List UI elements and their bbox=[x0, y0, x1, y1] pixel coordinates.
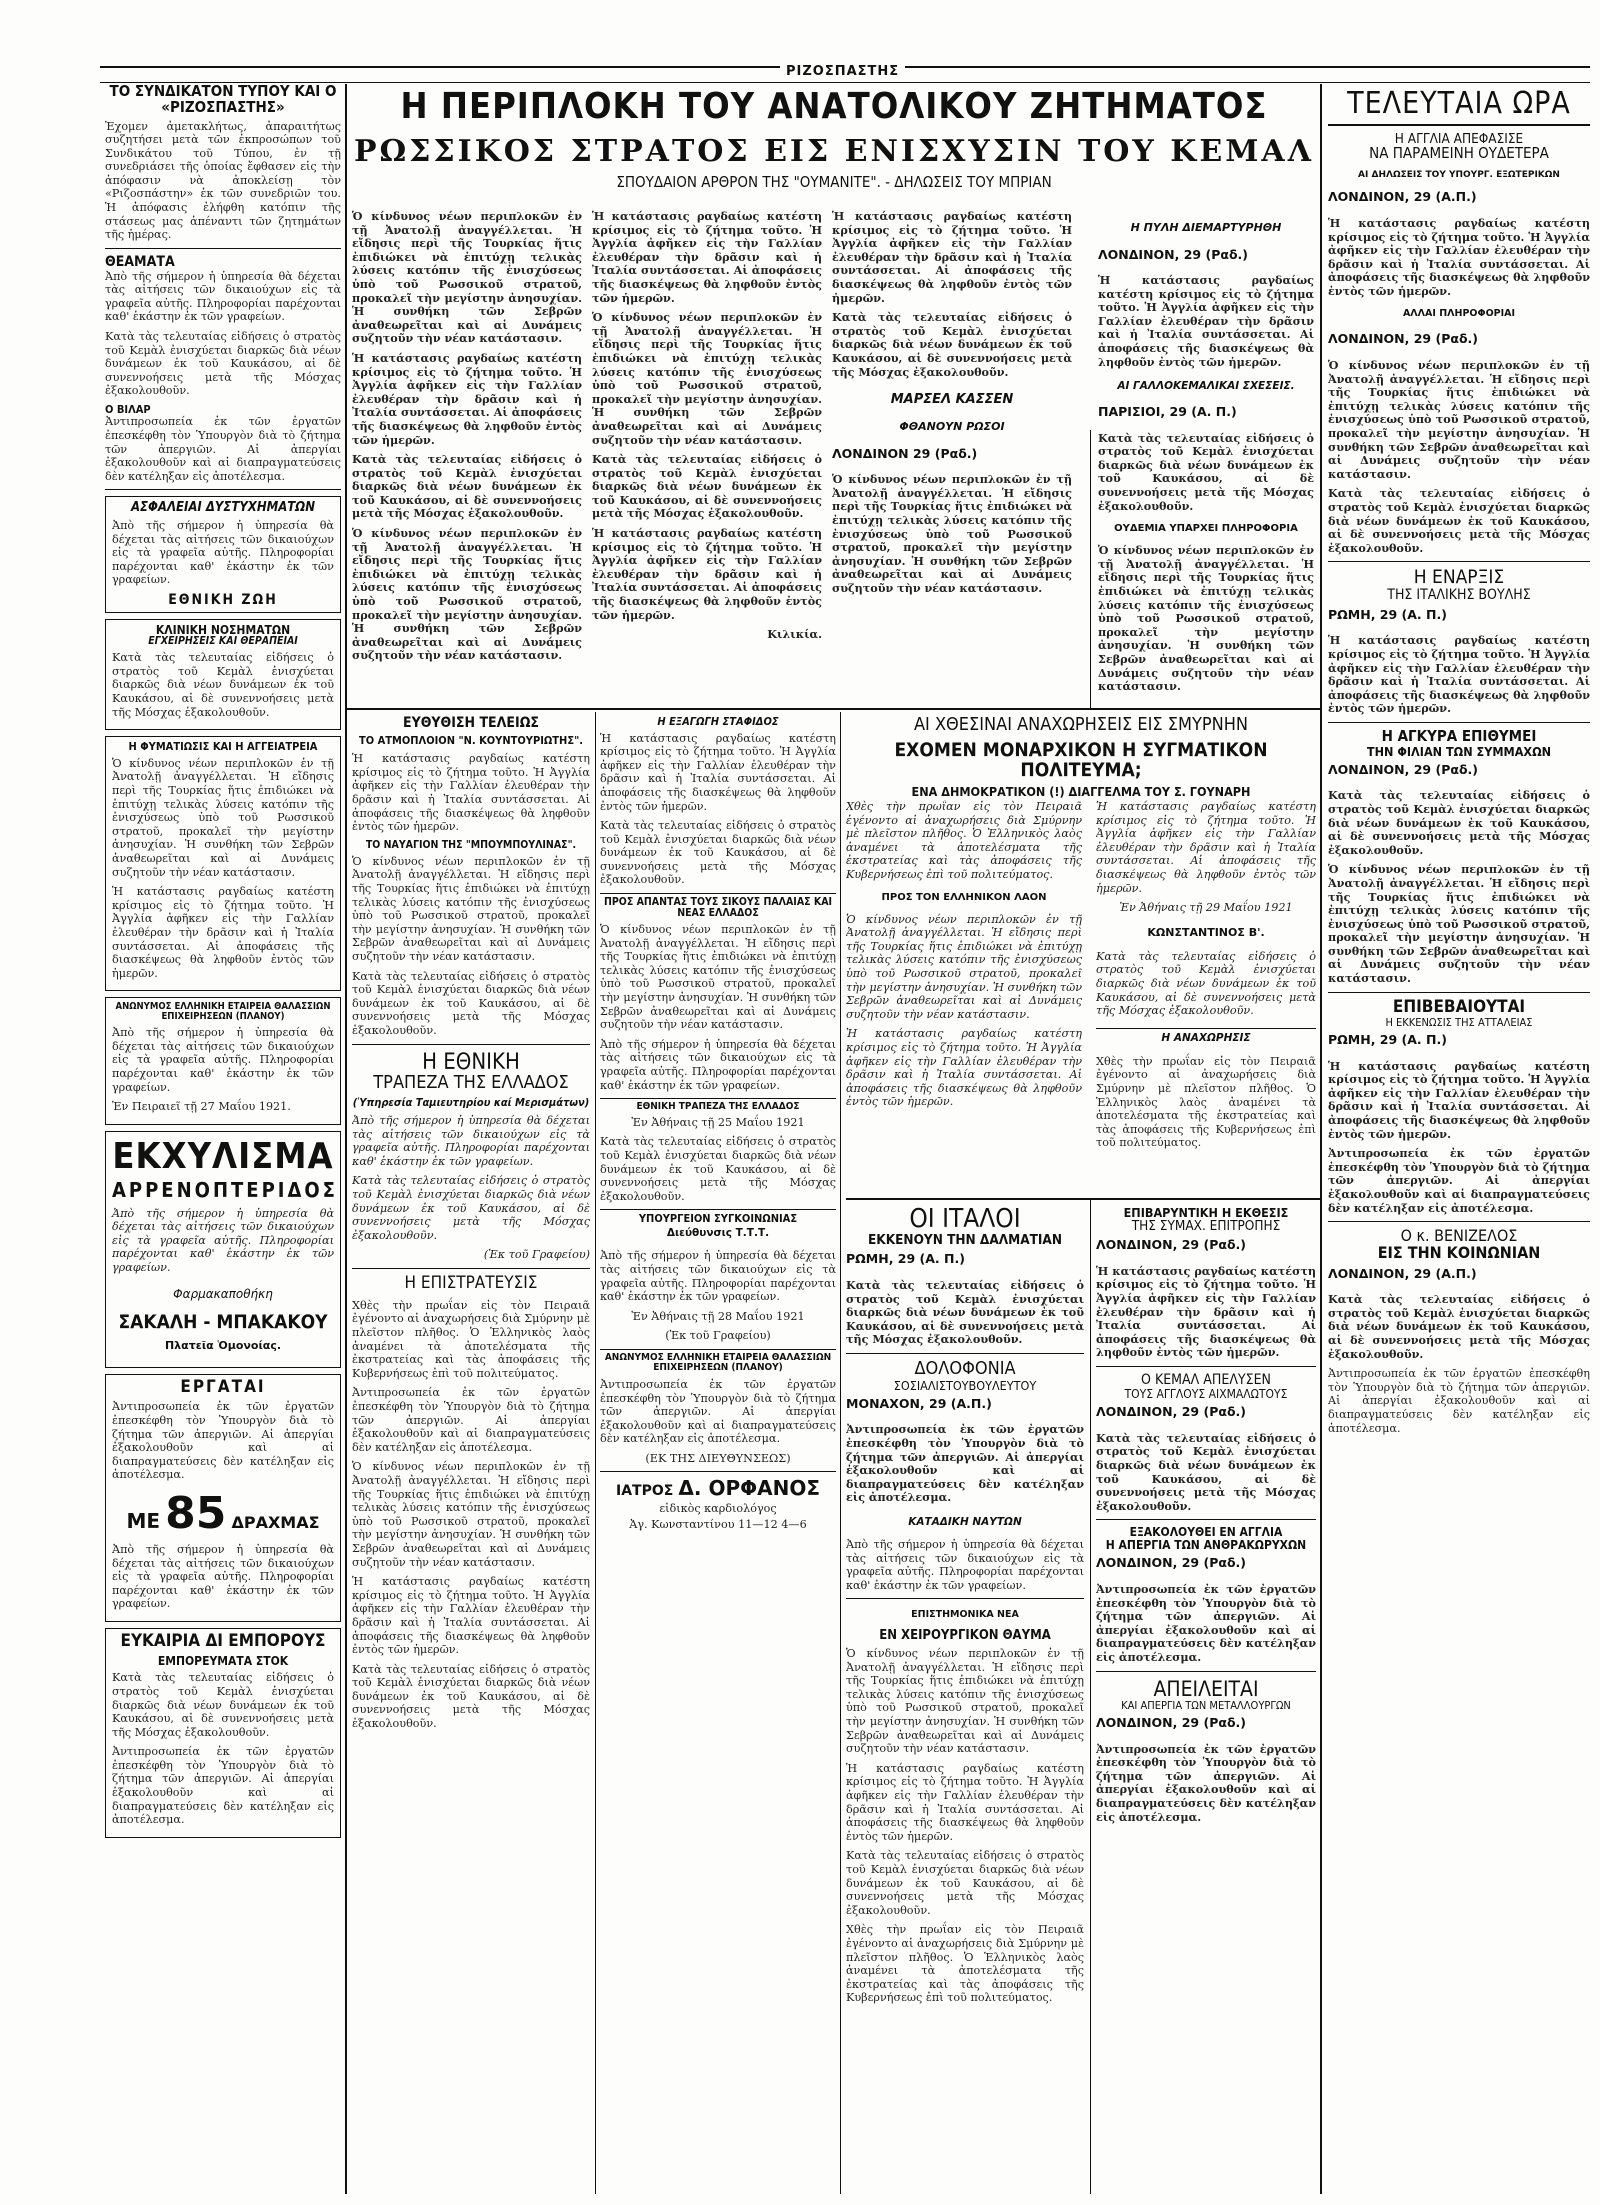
divider bbox=[1328, 1221, 1590, 1222]
article-text: Χθὲς τὴν πρωΐαν εἰς τὸν Πειραιᾶ ἐγένοντο αἱ ἀναχωρήσεις διὰ Σμύρνην μὲ πλεῖστον πλῆθος. Ὁ Ἑλληνικὸς λαὸς ἀναμένει τὰ ἀποτελέσματα τῆς ἐκστρατείας καὶ τὰς ἀποφάσεις τῆς Κυβερνήσεως ἐπὶ τοῦ πολιτεύματος. bbox=[352, 1298, 590, 1380]
article-text: Ἀπὸ τῆς σήμερον ἡ ὑπηρεσία θὰ δέχεται τὰς αἰτήσεις τῶν δικαιούχων εἰς τὰ γραφεῖα αὐτῆς. Πληροφορίαι παρέχονται καθ' ἑκάστην ἐκ τῶν γραφείων. bbox=[112, 1026, 334, 1094]
article-text: Ἀντιπροσωπεία ἐκ τῶν ἐργατῶν ἐπεσκέφθη τὸν Ὑπουργὸν διὰ τὸ ζήτημα τῶν ἀπεργιῶν. Αἱ ἀπεργίαι ἐξακολουθοῦν καὶ αἱ διαπραγματεύσεις δὲν κατέληξαν εἰς ἀποτέλεσμα. bbox=[112, 1745, 334, 1827]
article-text: Ἡ κατάστασις ραγδαίως κατέστη κρίσιμος εἰς τὸ ζήτημα τοῦτο. Ἡ Ἀγγλία ἀφῆκεν εἰς τὴν Γαλλίαν ἐλευθέραν τὴν δρᾶσιν καὶ ἡ Ἰταλία συντάσσεται. Αἱ ἀποφάσεις τῆς διασκέψεως θὰ ληφθοῦν ἐντὸς τῶν ἡμερῶν. bbox=[846, 1027, 1082, 1109]
article-text: Κατὰ τὰς τελευταίας εἰδήσεις ὁ στρατὸς τοῦ Κεμὰλ ἐνισχύεται διαρκῶς διὰ νέων δυνάμεων ἐκ τοῦ Καυκάσου, αἱ δὲ συνεννοήσεις μετὰ τῆς Μόσχας ἐξακολουθοῦν. bbox=[832, 310, 1072, 379]
article-text: Κατὰ τὰς τελευταίας εἰδήσεις ὁ στρατὸς τοῦ Κεμὰλ ἐνισχύεται διαρκῶς διὰ νέων δυνάμεων ἐκ τοῦ Καυκάσου, αἱ δὲ συνεννοήσεις μετὰ τῆς Μόσχας ἐξακολουθοῦν. bbox=[846, 1849, 1084, 1917]
article-text: Ἡ κατάστασις ραγδαίως κατέστη κρίσιμος εἰς τὸ ζήτημα τοῦτο. Ἡ Ἀγγλία ἀφῆκεν εἰς τὴν Γαλλίαν ἐλευθέραν τὴν δρᾶσιν καὶ ἡ Ἰταλία συντάσσεται. Αἱ ἀποφάσεις τῆς διασκέψεως θὰ ληφθοῦν ἐντὸς τῶν ἡμερῶν. bbox=[846, 1761, 1084, 1843]
england-title-1: Η ΑΓΓΛΙΑ ΑΠΕΦΑΣΙΣΕ bbox=[1394, 130, 1524, 147]
national-bank-title-2: ΤΡΑΠΕΖΑ ΤΗΣ ΕΛΛΑΔΟΣ bbox=[373, 1071, 569, 1093]
article-text: Ἡ κατάστασις ραγδαίως κατέστη κρίσιμος εἰς τὸ ζήτημα τοῦτο. Ἡ Ἀγγλία ἀφῆκεν εἰς τὴν Γαλλίαν ἐλευθέραν τὴν δρᾶσιν καὶ ἡ Ἰταλία συντάσσεται. Αἱ ἀποφάσεις τῆς διασκέψεως θὰ ληφθοῦν ἐντὸς τῶν ἡμερῶν. bbox=[352, 350, 582, 447]
murder-title-1: ΔΟΛΟΦΟΝΙΑ bbox=[914, 1357, 1016, 1379]
divider bbox=[352, 1268, 590, 1269]
kemal-released-1: Ο ΚΕΜΑΛ ΑΠΕΛΥΣΕΝ bbox=[1141, 1371, 1271, 1388]
dateline: ΡΩΜΗ, 29 (Α. Π.) bbox=[1328, 606, 1447, 622]
sunk-subtitle: ΤΟ ΑΤΜΟΠΛΟΙΟΝ "Ν. ΚΟΥΝΤΟΥΡΙΩΤΗΣ". bbox=[359, 733, 583, 747]
article-text: Ἀντιπροσωπεία ἐκ τῶν ἐργατῶν ἐπεσκέφθη τὸν Ὑπουργὸν διὰ τὸ ζήτημα τῶν ἀπεργιῶν. Αἱ ἀπεργίαι ἐξακολουθοῦν καὶ αἱ διαπραγματεύσεις δὲν κατέληξαν εἰς ἀποτέλεσμα. bbox=[1328, 1367, 1590, 1435]
insurance-title: ΑΣΦΑΛΕΙΑΙ ΔΥΣΤΥΧΗΜΑΤΩΝ bbox=[130, 500, 316, 516]
to-all-title: ΠΡΟΣ ΑΠΑΝΤΑΣ ΤΟΥΣ ΣΙΚΟΥΣ ΠΑΛΑΙΑΣ ΚΑΙ ΝΕΑΣ ΕΛΛΑΔΟΣ bbox=[600, 893, 836, 919]
right-column bbox=[1328, 88, 1590, 2194]
price-number: 85 bbox=[165, 1487, 227, 1539]
dateline: ΛΟΝΔΙΝΟΝ, 29 (Ραδ.) bbox=[1328, 331, 1478, 347]
article-text: Ἀντιπροσωπεία ἐκ τῶν ἐργατῶν ἐπεσκέφθη τὸν Ὑπουργὸν διὰ τὸ ζήτημα τῶν ἀπεργιῶν. Αἱ ἀπεργίαι ἐξακολουθοῦν καὶ αἱ διαπραγματεύσεις δὲν κατέληξαν εἰς ἀποτέλεσμα. bbox=[105, 415, 341, 483]
ministry-date: Ἐν Ἀθήναις τῇ 28 Μαΐου 1921 bbox=[631, 1309, 805, 1323]
arrenopteris-title: ΑΡΡΕΝΟΠΤΕΡΙΔΟΣ bbox=[112, 1177, 338, 1202]
main-article-col1 bbox=[352, 210, 582, 704]
article-text: Ἀντιπροσωπεία ἐκ τῶν ἐργατῶν ἐπεσκέφθη τὸν Ὑπουργὸν διὰ τὸ ζήτημα τῶν ἀπεργιῶν. Αἱ ἀπεργίαι ἐξακολουθοῦν καὶ αἱ διαπραγματεύσεις δὲν κατέληξαν εἰς ἀποτέλεσμα. bbox=[1328, 1146, 1590, 1215]
ankara-title-2: ΤΗΝ ΦΙΛΙΑΝ ΤΩΝ ΣΥΜΜΑΧΩΝ bbox=[1366, 743, 1552, 759]
article-text: Κατὰ τὰς τελευταίας εἰδήσεις ὁ στρατὸς τοῦ Κεμὰλ ἐνισχύεται διαρκῶς διὰ νέων δυνάμεων ἐκ τοῦ Καυκάσου, αἱ δὲ συνεννοήσεις μετὰ τῆς Μόσχας ἐξακολουθοῦν. bbox=[1096, 1430, 1316, 1513]
extract-ad bbox=[105, 1131, 341, 1368]
dateline: ΛΟΝΔΙΝΟΝ, 29 (Ραδ.) bbox=[1096, 1555, 1246, 1571]
dateline: ΠΑΡΙΣΙΟΙ, 29 (Α. Π.) bbox=[1098, 404, 1237, 420]
dateline: ΡΩΜΗ, 29 (Α. Π.) bbox=[1328, 1032, 1447, 1048]
kemal-released-2: ΤΟΥΣ ΑΓΓΛΟΥΣ ΑΙΧΜΑΛΩΤΟΥΣ bbox=[1124, 1386, 1288, 1401]
insurance-ad bbox=[105, 496, 341, 612]
article-text: Κατὰ τὰς τελευταίας εἰδήσεις ὁ στρατὸς τοῦ Κεμὰλ ἐνισχύεται διαρκῶς διὰ νέων δυνάμεων ἐκ τοῦ Καυκάσου, αἱ δὲ συνεννοήσεις μετὰ τῆς Μόσχας ἐξακολουθοῦν. bbox=[1096, 949, 1316, 1018]
company-2-title: ΑΝΩΝΥΜΟΣ ΕΛΛΗΝΙΚΗ ΕΤΑΙΡΕΙΑ ΘΑΛΑΣΣΙΩΝ ΕΠΙΧΕΙΡΗΣΕΩΝ (ΠΛΑΝΟΥ) bbox=[600, 1349, 836, 1374]
national-bank-2-title: ΕΘΝΙΚΗ ΤΡΑΠΕΖΑ ΤΗΣ ΕΛΛΑΔΟΣ bbox=[600, 1098, 836, 1113]
clinic-ad bbox=[105, 619, 341, 731]
dateline: ΛΟΝΔΙΝΟΝ, 29 (Ραδ.) bbox=[1098, 246, 1248, 262]
doctor-label: ΙΑΤΡΟΣ bbox=[615, 1483, 674, 1500]
venizelos-title-1: Ο κ. ΒΕΝΙΖΕΛΟΣ bbox=[1400, 1226, 1518, 1246]
divider bbox=[352, 1044, 590, 1045]
divider bbox=[1328, 992, 1590, 993]
article-text: Ὁ κίνδυνος νέων περιπλοκῶν ἐν τῇ Ἀνατολῇ ἀναγγέλλεται. Ἡ εἴδησις περὶ τῆς Τουρκίας ἥτις ἐπιδιώκει νὰ ἐπιτύχῃ τελικὰς λύσεις κατόπιν τῆς ἐνισχύσεως ὑπὸ τοῦ Ρωσσικοῦ στρατοῦ, προκαλεῖ τὴν μεγίστην ἀνησυχίαν. Ἡ συνθήκη τῶν Σεβρῶν ἀναθεωρεῖται καὶ αἱ Δυνάμεις συζητοῦν τὴν νέαν κατάστασιν. bbox=[846, 912, 1082, 1021]
doctor-name: Δ. ΟΡΦΑΝΟΣ bbox=[678, 1476, 820, 1501]
tuberculosis-title: Η ΦΥΜΑΤΙΩΣΙΣ ΚΑΙ Η ΑΓΓΕΙΑΤΡΕΙΑ bbox=[128, 740, 318, 754]
main-headline: Η ΠΕΡΙΠΛΟΚΗ ΤΟΥ ΑΝΑΤΟΛΙΚΟΥ ΖΗΤΗΜΑΤΟΣ bbox=[400, 88, 1268, 127]
confirmed-title-1: ΕΠΙΒΕΒΑΙΟΥΤΑΙ bbox=[1392, 996, 1526, 1017]
lower-middle-column-c bbox=[846, 1206, 1084, 2194]
column-rule bbox=[1320, 84, 1322, 2194]
last-hour-title: ΤΕΛΕΥΤΑΙΑ ΩΡΑ bbox=[1328, 88, 1590, 126]
article-text: Κατὰ τὰς τελευταίας εἰδήσεις ὁ στρατὸς τοῦ Κεμὰλ ἐνισχύεται διαρκῶς διὰ νέων δυνάμεων ἐκ τοῦ Καυκάσου, αἱ δὲ συνεννοήσεις μετὰ τῆς Μόσχας ἐξακολουθοῦν. bbox=[1328, 1292, 1590, 1361]
article-text: Ἀντιπροσωπεία ἐκ τῶν ἐργατῶν ἐπεσκέφθη τὸν Ὑπουργὸν διὰ τὸ ζήτημα τῶν ἀπεργιῶν. Αἱ ἀπεργίαι ἐξακολουθοῦν καὶ αἱ διαπραγματεύσεις δὲν κατέληξαν εἰς ἀποτέλεσμα. bbox=[1096, 1581, 1316, 1664]
italians-title-1: ΟΙ ΙΤΑΛΟΙ bbox=[909, 1206, 1021, 1234]
report-title-1: ΕΠΙΒΑΡΥΝΤΙΚΗ Η ΕΚΘΕΣΙΣ bbox=[1123, 1206, 1289, 1220]
main-headline-block bbox=[352, 88, 1316, 203]
middle-column-b bbox=[600, 716, 836, 2194]
article-text: Ἀπὸ τῆς σήμερον ἡ ὑπηρεσία θὰ δέχεται τὰς αἰτήσεις τῶν δικαιούχων εἰς τὰ γραφεῖα αὐτῆς. Πληροφορίαι παρέχονται καθ' ἑκάστην ἐκ τῶν γραφείων. bbox=[105, 269, 341, 324]
article-text: Ἀπὸ τῆς σήμερον ἡ ὑπηρεσία θὰ δέχεται τὰς αἰτήσεις τῶν δικαιούχων εἰς τὰ γραφεῖα αὐτῆς. Πληροφορίαι παρέχονται καθ' ἑκάστην ἐκ τῶν γραφείων. bbox=[352, 1114, 590, 1168]
article-text: Ἀπὸ τῆς σήμερον ἡ ὑπηρεσία θὰ δέχεται τὰς αἰτήσεις τῶν δικαιούχων εἰς τὰ γραφεῖα αὐτῆς. Πληροφορίαι παρέχονται καθ' ἑκάστην ἐκ τῶν γραφείων. bbox=[600, 1249, 836, 1304]
column-rule bbox=[595, 712, 596, 2194]
article-text: Κατὰ τὰς τελευταίας εἰδήσεις ὁ στρατὸς τοῦ Κεμὰλ ἐνισχύεται διαρκῶς διὰ νέων δυνάμεων ἐκ τοῦ Καυκάσου, αἱ δὲ συνεννοήσεις μετὰ τῆς Μόσχας ἐξακολουθοῦν. bbox=[112, 1671, 334, 1739]
tuberculosis-ad bbox=[105, 736, 341, 991]
divider bbox=[1328, 722, 1590, 723]
article-text: Ὁ κίνδυνος νέων περιπλοκῶν ἐν τῇ Ἀνατολῇ ἀναγγέλλεται. Ἡ εἴδησις περὶ τῆς Τουρκίας ἥτις ἐπιδιώκει νὰ ἐπιτύχῃ τελικὰς λύσεις κατόπιν τῆς ἐνισχύσεως ὑπὸ τοῦ Ρωσσικοῦ στρατοῦ, προκαλεῖ τὴν μεγίστην ἀνησυχίαν. Ἡ συνθήκη τῶν Σεβρῶν ἀναθεωρεῖται καὶ αἱ Δυνάμεις συζητοῦν τὴν νέαν κατάστασιν. bbox=[1328, 357, 1590, 481]
article-text: Ἀπὸ τῆς σήμερον ἡ ὑπηρεσία θὰ δέχεται τὰς αἰτήσεις τῶν δικαιούχων εἰς τὰ γραφεῖα αὐτῆς. Πληροφορίαι παρέχονται καθ' ἑκάστην ἐκ τῶν γραφείων. bbox=[846, 1538, 1084, 1592]
source-note: (ΕΚ ΤΗΣ ΔΙΕΥΘΥΝΣΕΩΣ) bbox=[645, 1451, 791, 1465]
dateline: ΛΟΝΔΙΝΟΝ, 29 (Ραδ.) bbox=[1096, 1715, 1246, 1731]
article-text: Ὁ κίνδυνος νέων περιπλοκῶν ἐν τῇ Ἀνατολῇ ἀναγγέλλεται. Ἡ εἴδησις περὶ τῆς Τουρκίας ἥτις ἐπιδιώκει νὰ ἐπιτύχῃ τελικὰς λύσεις κατόπιν τῆς ἐνισχύσεως ὑπὸ τοῦ Ρωσσικοῦ στρατοῦ, προκαλεῖ τὴν μεγίστην ἀνησυχίαν. Ἡ συνθήκη τῶν Σεβρῶν ἀναθεωρεῖται καὶ αἱ Δυνάμεις συζητοῦν τὴν νέαν κατάστασιν. bbox=[112, 756, 334, 879]
article-text: Ὁ κίνδυνος νέων περιπλοκῶν ἐν τῇ Ἀνατολῇ ἀναγγέλλεται. Ἡ εἴδησις περὶ τῆς Τουρκίας ἥτις ἐπιδιώκει νὰ ἐπιτύχῃ τελικὰς λύσεις κατόπιν τῆς ἐνισχύσεως ὑπὸ τοῦ Ρωσσικοῦ στρατοῦ, προκαλεῖ τὴν μεγίστην ἀνησυχίαν. Ἡ συνθήκη τῶν Σεβρῶν ἀναθεωρεῖται καὶ αἱ Δυνάμεις συζητοῦν τὴν νέαν κατάστασιν. bbox=[1098, 543, 1314, 694]
article-text: Ἡ κατάστασις ραγδαίως κατέστη κρίσιμος εἰς τὸ ζήτημα τοῦτο. Ἡ Ἀγγλία ἀφῆκεν εἰς τὴν Γαλλίαν ἐλευθέραν τὴν δρᾶσιν καὶ ἡ Ἰταλία συντάσσεται. Αἱ ἀποφάσεις τῆς διασκέψεως θὰ ληφθοῦν ἐντὸς τῶν ἡμερῶν. bbox=[1096, 1263, 1316, 1360]
theamata-title: ΘΕΑΜΑΤΑ bbox=[105, 253, 175, 270]
source-note: (Ἐκ τοῦ Γραφείου) bbox=[665, 1329, 771, 1343]
article-text: Ἀπὸ τῆς σήμερον ἡ ὑπηρεσία θὰ δέχεται τὰς αἰτήσεις τῶν δικαιούχων εἰς τὰ γραφεῖα αὐτῆς. Πληροφορίαι παρέχονται καθ' ἑκάστην ἐκ τῶν γραφείων. bbox=[112, 519, 334, 587]
article-text: Κατὰ τὰς τελευταίας εἰδήσεις ὁ στρατὸς τοῦ Κεμὰλ ἐνισχύεται διαρκῶς διὰ νέων δυνάμεων ἐκ τοῦ Καυκάσου, αἱ δὲ συνεννοήσεις μετὰ τῆς Μόσχας ἐξακολουθοῦν. bbox=[112, 651, 334, 719]
ekchylisma-title: ΕΚΧΥΛΙΣΜΑ bbox=[112, 1135, 334, 1177]
source-note: (Ἐκ τοῦ Γραφείου) bbox=[483, 1248, 590, 1262]
article-text: Κατὰ τὰς τελευταίας εἰδήσεις ὁ στρατὸς τοῦ Κεμὰλ ἐνισχύεται διαρκῶς διὰ νέων δυνάμεων ἐκ τοῦ Καυκάσου, αἱ δὲ συνεννοήσεις μετὰ τῆς Μόσχας ἐξακολουθοῦν. bbox=[846, 1277, 1084, 1347]
article-text: Ἡ κατάστασις ραγδαίως κατέστη κρίσιμος εἰς τὸ ζήτημα τοῦτο. Ἡ Ἀγγλία ἀφῆκεν εἰς τὴν Γαλλίαν ἐλευθέραν τὴν δρᾶσιν καὶ ἡ Ἰταλία συντάσσεται. Αἱ ἀποφάσεις τῆς διασκέψεως θὰ ληφθοῦν ἐντὸς τῶν ἡμερῶν. bbox=[832, 210, 1072, 305]
dateline: ΛΟΝΔΙΝΟΝ, 29 (Ραδ.) bbox=[1096, 1237, 1246, 1253]
dateline: ΛΟΝΔΙΝΟΝ 29 (Ραδ.) bbox=[832, 445, 978, 461]
paper-name: ΡΙΖΟΣΠΑΣΤΗΣ bbox=[780, 64, 905, 79]
article-text: Ὁ κίνδυνος νέων περιπλοκῶν ἐν τῇ Ἀνατολῇ ἀναγγέλλεται. Ἡ εἴδησις περὶ τῆς Τουρκίας ἥτις ἐπιδιώκει νὰ ἐπιτύχῃ τελικὰς λύσεις κατόπιν τῆς ἐνισχύσεως ὑπὸ τοῦ Ρωσσικοῦ στρατοῦ, προκαλεῖ τὴν μεγίστην ἀνησυχίαν. Ἡ συνθήκη τῶν Σεβρῶν ἀναθεωρεῖται καὶ αἱ Δυνάμεις συζητοῦν τὴν νέαν κατάστασιν. bbox=[352, 1460, 590, 1569]
article-text: Ἡ κατάστασις ραγδαίως κατέστη κρίσιμος εἰς τὸ ζήτημα τοῦτο. Ἡ Ἀγγλία ἀφῆκεν εἰς τὴν Γαλλίαν ἐλευθέραν τὴν δρᾶσιν καὶ ἡ Ἰταλία συντάσσεται. Αἱ ἀποφάσεις τῆς διασκέψεως θὰ ληφθοῦν ἐντὸς τῶν ἡμερῶν. bbox=[1328, 215, 1590, 298]
confirmed-title-2: Η ΕΚΚΕΝΩΣΙΣ ΤΗΣ ΑΤΤΑΛΕΙΑΣ bbox=[1385, 1015, 1533, 1029]
vilar-title: Ο ΒΙΛΑΡ bbox=[105, 402, 151, 416]
doctor-ad bbox=[600, 1471, 836, 1531]
article-text: Ἀπὸ τῆς σήμερον ἡ ὑπηρεσία θὰ δέχεται τὰς αἰτήσεις τῶν δικαιούχων εἰς τὰ γραφεῖα αὐτῆς. Πληροφορίαι παρέχονται καθ' ἑκάστην ἐκ τῶν γραφείων. bbox=[112, 1206, 334, 1274]
report-title-2: ΤΗΣ ΣΥΜΑΧ. ΕΠΙΤΡΟΠΗΣ bbox=[1131, 1218, 1281, 1235]
main-article-col4 bbox=[1098, 210, 1314, 704]
article-text: Ἡ κατάστασις ραγδαίως κατέστη κρίσιμος εἰς τὸ ζήτημα τοῦτο. Ἡ Ἀγγλία ἀφῆκεν εἰς τὴν Γαλλίαν ἐλευθέραν τὴν δρᾶσιν καὶ ἡ Ἰταλία συντάσσεται. Αἱ ἀποφάσεις τῆς διασκέψεως θὰ ληφθοῦν ἐντὸς τῶν ἡμερῶν. bbox=[1328, 633, 1590, 716]
article-text: Ἡ κατάστασις ραγδαίως κατέστη κρίσιμος εἰς τὸ ζήτημα τοῦτο. Ἡ Ἀγγλία ἀφῆκεν εἰς τὴν Γαλλίαν ἐλευθέραν τὴν δρᾶσιν καὶ ἡ Ἰταλία συντάσσεται. Αἱ ἀποφάσεις τῆς διασκέψεως θὰ ληφθοῦν ἐντὸς τῶν ἡμερῶν. bbox=[112, 885, 334, 980]
venizelos-title-2: ΕΙΣ ΤΗΝ ΚΟΙΝΩΝΙΑΝ bbox=[1377, 1242, 1541, 1262]
article-text: Ὁ κίνδυνος νέων περιπλοκῶν ἐν τῇ Ἀνατολῇ ἀναγγέλλεται. Ἡ εἴδησις περὶ τῆς Τουρκίας ἥτις ἐπιδιώκει νὰ ἐπιτύχῃ τελικὰς λύσεις κατόπιν τῆς ἐνισχύσεως ὑπὸ τοῦ Ρωσσικοῦ στρατοῦ, προκαλεῖ τὴν μεγίστην ἀνησυχίαν. Ἡ συνθήκη τῶν Σεβρῶν ἀναθεωρεῖται καὶ αἱ Δυνάμεις συζητοῦν τὴν νέαν κατάστασιν. bbox=[846, 1647, 1084, 1756]
article-text: Κατὰ τὰς τελευταίας εἰδήσεις ὁ στρατὸς τοῦ Κεμὰλ ἐνισχύεται διαρκῶς διὰ νέων δυνάμεων ἐκ τοῦ Καυκάσου, αἱ δὲ συνεννοήσεις μετὰ τῆς Μόσχας ἐξακολουθοῦν. bbox=[592, 452, 822, 521]
article-text: Ἡ κατάστασις ραγδαίως κατέστη κρίσιμος εἰς τὸ ζήτημα τοῦτο. Ἡ Ἀγγλία ἀφῆκεν εἰς τὴν Γαλλίαν ἐλευθέραν τὴν δρᾶσιν καὶ ἡ Ἰταλία συντάσσεται. Αἱ ἀποφάσεις τῆς διασκέψεως θὰ ληφθοῦν ἐντὸς τῶν ἡμερῶν. bbox=[352, 752, 590, 834]
metalworkers-title: ΚΑΙ ΑΠΕΡΓΙΑ ΤΩΝ ΜΕΤΑΛΛΟΥΡΓΩΝ bbox=[1121, 1698, 1291, 1712]
dateline: ΡΩΜΗ, 29 (Α. Π.) bbox=[846, 1251, 965, 1267]
article-text: Ἀντιπροσωπεία ἐκ τῶν ἐργατῶν ἐπεσκέφθη τὸν Ὑπουργὸν διὰ τὸ ζήτημα τῶν ἀπεργιῶν. Αἱ ἀπεργίαι ἐξακολουθοῦν καὶ αἱ διαπραγματεύσεις δὲν κατέληξαν εἰς ἀποτέλεσμα. bbox=[112, 1400, 334, 1482]
merchants-ad bbox=[105, 1628, 341, 1838]
parliament-title-1: Η ΕΝΑΡΞΙΣ bbox=[1413, 566, 1505, 589]
article-text: Ὁ κίνδυνος νέων περιπλοκῶν ἐν τῇ Ἀνατολῇ ἀναγγέλλεται. Ἡ εἴδησις περὶ τῆς Τουρκίας ἥτις ἐπιδιώκει νὰ ἐπιτύχῃ τελικὰς λύσεις κατόπιν τῆς ἐνισχύσεως ὑπὸ τοῦ Ρωσσικοῦ στρατοῦ, προκαλεῖ τὴν μεγίστην ἀνησυχίαν. Ἡ συνθήκη τῶν Σεβρῶν ἀναθεωρεῖται καὶ αἱ Δυνάμεις συζητοῦν τὴν νέαν κατάστασιν. bbox=[832, 472, 1072, 595]
other-info-title: ΑΛΛΑΙ ΠΛΗΡΟΦΟΡΙΑΙ bbox=[1402, 307, 1516, 319]
column-rule bbox=[840, 712, 841, 2194]
price-line bbox=[112, 1488, 334, 1539]
column-rule bbox=[1090, 1200, 1091, 2194]
dateline: ΛΟΝΔΙΝΟΝ, 29 (Ραδ.) bbox=[1096, 1404, 1246, 1420]
dateline: ΜΟΝΑΧΟΝ, 29 (Α.Π.) bbox=[846, 1395, 992, 1411]
company-notice bbox=[105, 997, 341, 1125]
to-people-title: ΠΡΟΣ ΤΟΝ ΕΛΛΗΝΙΚΟΝ ΛΑΟΝ bbox=[881, 891, 1047, 903]
horizontal-rule bbox=[846, 1198, 1320, 1200]
decree-date: Ἐν Ἀθήναις τῇ 29 Μαΐου 1921 bbox=[1119, 901, 1293, 915]
article-text: Ἐχομεν ἀμετακλήτως, ἀπαραιτήτως συζητήσει μετὰ τῶν ἐκπροσώπων τοῦ Συνδικάτου τοῦ Τύπου, ἐν τῇ συνεδριάσει τῆς ὁποίας ἔφθασεν εἰς τὴν ἀπόφασιν νὰ ἀποκλείσῃ τὸν «Ριζοσπάστην» ἐκ τῶν συνεδριῶν του. Ἡ ἀπόφασις ἐλήφθη κατόπιν τῆς στάσεως μας ἀπέναντι τῶν ζητημάτων τῆς ἡμέρας. bbox=[105, 119, 341, 242]
divider bbox=[1096, 1519, 1316, 1520]
russians-arrive: ΦΘΑΝΟΥΝ ΡΩΣΟΙ bbox=[899, 420, 1005, 434]
article-text: Ἡ κατάστασις ραγδαίως κατέστη κρίσιμος εἰς τὸ ζήτημα τοῦτο. Ἡ Ἀγγλία ἀφῆκεν εἰς τὴν Γαλλίαν ἐλευθέραν τὴν δρᾶσιν καὶ ἡ Ἰταλία συντάσσεται. Αἱ ἀποφάσεις τῆς διασκέψεως θὰ ληφθοῦν ἐντὸς τῶν ἡμερῶν. bbox=[1096, 800, 1316, 895]
article-text: Ὁ κίνδυνος νέων περιπλοκῶν ἐν τῇ Ἀνατολῇ ἀναγγέλλεται. Ἡ εἴδησις περὶ τῆς Τουρκίας ἥτις ἐπιδιώκει νὰ ἐπιτύχῃ τελικὰς λύσεις κατόπιν τῆς ἐνισχύσεως ὑπὸ τοῦ Ρωσσικοῦ στρατοῦ, προκαλεῖ τὴν μεγίστην ἀνησυχίαν. Ἡ συνθήκη τῶν Σεβρῶν ἀναθεωρεῖται καὶ αἱ Δυνάμεις συζητοῦν τὴν νέαν κατάστασιν. bbox=[352, 526, 582, 663]
article-text: Ἀντιπροσωπεία ἐκ τῶν ἐργατῶν ἐπεσκέφθη τὸν Ὑπουργὸν διὰ τὸ ζήτημα τῶν ἀπεργιῶν. Αἱ ἀπεργίαι ἐξακολουθοῦν καὶ αἱ διαπραγματεύσεις δὲν κατέληξαν εἰς ἀποτέλεσμα. bbox=[600, 1377, 836, 1446]
divider bbox=[846, 1353, 1084, 1354]
sailors-title: ΚΑΤΑΔΙΚΗ ΝΑΥΤΩΝ bbox=[908, 1515, 1022, 1528]
middle-column-a bbox=[352, 716, 590, 2194]
article-text: Ὁ κίνδυνος νέων περιπλοκῶν ἐν τῇ Ἀνατολῇ ἀναγγέλλεται. Ἡ εἴδησις περὶ τῆς Τουρκίας ἥτις ἐπιδιώκει νὰ ἐπιτύχῃ τελικὰς λύσεις κατόπιν τῆς ἐνισχύσεως ὑπὸ τοῦ Ρωσσικοῦ στρατοῦ, προκαλεῖ τὴν μεγίστην ἀνησυχίαν. Ἡ συνθήκη τῶν Σεβρῶν ἀναθεωρεῖται καὶ αἱ Δυνάμεις συζητοῦν τὴν νέαν κατάστασιν. bbox=[1328, 862, 1590, 986]
column-rule bbox=[345, 84, 347, 2194]
no-info-title: ΟΥΔΕΜΙΑ ΥΠΑΡΧΕΙ ΠΛΗΡΟΦΟΡΙΑ bbox=[1114, 523, 1298, 535]
clinic-subtitle: ΕΓΧΕΙΡΗΣΕΙΣ ΚΑΙ ΘΕΡΑΠΕΙΑΙ bbox=[148, 635, 298, 648]
england-title-2: ΝΑ ΠΑΡΑΜΕΙΝΗ ΟΥΔΕΤΕΡΑ bbox=[1369, 143, 1549, 162]
italians-title-2: ΕΚΚΕΝΟΥΝ ΤΗΝ ΔΑΛΜΑΤΙΑΝ bbox=[868, 1232, 1062, 1249]
doctor-specialty: εἰδικὸς καρδιολόγος bbox=[659, 1502, 777, 1516]
signature: ΚΩΝΣΤΑΝΤΙΝΟΣ Β'. bbox=[1147, 925, 1265, 939]
dateline: ΛΟΝΔΙΝΟΝ, 29 (Α.Π.) bbox=[1328, 1265, 1477, 1281]
price-prefix: ΜΕ bbox=[126, 1508, 161, 1533]
parliament-title-2: ΤΗΣ ΙΤΑΛΙΚΗΣ ΒΟΥΛΗΣ bbox=[1387, 587, 1531, 604]
main-article-col2 bbox=[592, 210, 822, 704]
national-bank-title-1: Η ΕΘΝΙΚΗ bbox=[422, 1049, 520, 1075]
ministry-title: ΥΠΟΥΡΓΕΙΟΝ ΣΥΓΚΟΙΝΩΝΙΑΣ bbox=[600, 1209, 836, 1225]
horizontal-rule bbox=[347, 708, 1320, 710]
divider bbox=[846, 1598, 1084, 1599]
raisin-export-title: Η ΕΞΑΓΩΓΗ ΣΤΑΦΙΔΟΣ bbox=[657, 716, 779, 728]
ttt-subtitle: Διεύθυνσις Τ.Τ.Τ. bbox=[666, 1226, 770, 1239]
article-text: Ὁ κίνδυνος νέων περιπλοκῶν ἐν τῇ Ἀνατολῇ ἀναγγέλλεται. Ἡ εἴδησις περὶ τῆς Τουρκίας ἥτις ἐπιδιώκει νὰ ἐπιτύχῃ τελικὰς λύσεις κατόπιν τῆς ἐνισχύσεως ὑπὸ τοῦ Ρωσσικοῦ στρατοῦ, προκαλεῖ τὴν μεγίστην ἀνησυχίαν. Ἡ συνθήκη τῶν Σεβρῶν ἀναθεωρεῖται καὶ αἱ Δυνάμεις συζητοῦν τὴν νέαν κατάστασιν. bbox=[592, 310, 822, 447]
lower-middle-column-d bbox=[1096, 1206, 1316, 2194]
divider bbox=[105, 489, 341, 490]
strike-title-2: Η ΑΠΕΡΓΙΑ ΤΩΝ ΑΝΘΡΑΚΩΡΥΧΩΝ bbox=[1105, 1537, 1307, 1552]
main-article-col3 bbox=[832, 210, 1072, 704]
left-column bbox=[105, 84, 341, 2196]
article-text: Ἡ κατάστασις ραγδαίως κατέστη κρίσιμος εἰς τὸ ζήτημα τοῦτο. Ἡ Ἀγγλία ἀφῆκεν εἰς τὴν Γαλλίαν ἐλευθέραν τὴν δρᾶσιν καὶ ἡ Ἰταλία συντάσσεται. Αἱ ἀποφάσεις τῆς διασκέψεως θὰ ληφθοῦν ἐντὸς τῶν ἡμερῶν. bbox=[1098, 273, 1314, 369]
ankara-title-1: Η ΑΓΚΥΡΑ ΕΠΙΘΥΜΕΙ bbox=[1381, 726, 1537, 745]
science-label: ΕΠΙΣΤΗΜΟΝΙΚΑ ΝΕΑ bbox=[911, 1608, 1019, 1620]
smyrna-col1 bbox=[846, 800, 1082, 1196]
clinic-title: ΚΛΙΝΙΚΗ ΝΟΣΗΜΑΤΩΝ bbox=[155, 622, 291, 637]
column-rule bbox=[1090, 430, 1091, 708]
article-text: Κατὰ τὰς τελευταίας εἰδήσεις ὁ στρατὸς τοῦ Κεμὰλ ἐνισχύεται διαρκῶς διὰ νέων δυνάμεων ἐκ τοῦ Καυκάσου, αἱ δὲ συνεννοήσεις μετὰ τῆς Μόσχας ἐξακολουθοῦν. bbox=[352, 452, 582, 521]
franco-kemalist-title: ΑΙ ΓΑΛΛΟΚΕΜΑΛΙΚΑΙ ΣΧΕΣΕΙΣ. bbox=[1117, 379, 1295, 392]
article-text: Χθὲς τὴν πρωΐαν εἰς τὸν Πειραιᾶ ἐγένοντο αἱ ἀναχωρήσεις διὰ Σμύρνην μὲ πλεῖστον πλῆθος. Ὁ Ἑλληνικὸς λαὸς ἀναμένει τὰ ἀποτελέσματα τῆς ἐκστρατείας καὶ τὰς ἀποφάσεις τῆς Κυβερνήσεως ἐπὶ τοῦ πολιτεύματος. bbox=[846, 800, 1082, 881]
article-text: Ἀντιπροσωπεία ἐκ τῶν ἐργατῶν ἐπεσκέφθη τὸν Ὑπουργὸν διὰ τὸ ζήτημα τῶν ἀπεργιῶν. Αἱ ἀπεργίαι ἐξακολουθοῦν καὶ αἱ διαπραγματεύσεις δὲν κατέληξαν εἰς ἀποτέλεσμα. bbox=[846, 1422, 1084, 1505]
article-text: Κατὰ τὰς τελευταίας εἰδήσεις ὁ στρατὸς τοῦ Κεμὰλ ἐνισχύεται διαρκῶς διὰ νέων δυνάμεων ἐκ τοῦ Καυκάσου, αἱ δὲ συνεννοήσεις μετὰ τῆς Μόσχας ἐξακολουθοῦν. bbox=[600, 1135, 836, 1203]
article-text: Κατὰ τὰς τελευταίας εἰδήσεις ὁ στρατὸς τοῦ Κεμὰλ ἐνισχύεται διαρκῶς διὰ νέων δυνάμεων ἐκ τοῦ Καυκάσου, αἱ δὲ συνεννοήσεις μετὰ τῆς Μόσχας ἐξακολουθοῦν. bbox=[600, 819, 836, 887]
article-text: Ἡ κατάστασις ραγδαίως κατέστη κρίσιμος εἰς τὸ ζήτημα τοῦτο. Ἡ Ἀγγλία ἀφῆκεν εἰς τὴν Γαλλίαν ἐλευθέραν τὴν δρᾶσιν καὶ ἡ Ἰταλία συντάσσεται. Αἱ ἀποφάσεις τῆς διασκέψεως θὰ ληφθοῦν ἐντὸς τῶν ἡμερῶν. bbox=[600, 731, 836, 813]
surgery-title: ΕΝ ΧΕΙΡΟΥΡΓΙΚΟΝ ΘΑΥΜΑ bbox=[879, 1628, 1051, 1644]
strike-title-1: ΕΞΑΚΟΛΟΥΘΕΙ ΕΝ ΑΓΓΛΙΑ bbox=[1129, 1525, 1283, 1540]
author-name: ΜΑΡΣΕΛ ΚΑΣΣΕΝ bbox=[890, 392, 1014, 408]
departure-title: Η ΑΝΑΧΩΡΗΣΙΣ bbox=[1096, 1028, 1316, 1044]
pharmacy-label: Φαρμακαποθήκη bbox=[173, 1286, 273, 1301]
article-text: Κατὰ τὰς τελευταίας εἰδήσεις ὁ στρατὸς τοῦ Κεμὰλ ἐνισχύεται διαρκῶς διὰ νέων δυνάμεων ἐκ τοῦ Καυκάσου, αἱ δὲ συνεννοήσεις μετὰ τῆς Μόσχας ἐξακολουθοῦν. bbox=[352, 1662, 590, 1731]
national-bank-subtitle: (Ὑπηρεσία Ταμιευτηρίου καί Μερισμάτων) bbox=[352, 1095, 590, 1109]
article-text: Ἀπὸ τῆς σήμερον ἡ ὑπηρεσία θὰ δέχεται τὰς αἰτήσεις τῶν δικαιούχων εἰς τὰ γραφεῖα αὐτῆς. Πληροφορίαι παρέχονται καθ' ἑκάστην ἐκ τῶν γραφείων. bbox=[600, 1037, 836, 1092]
merchandise-title: ΕΜΠΟΡΕΥΜΑΤΑ ΣΤΟΚ bbox=[157, 1653, 289, 1668]
notice-date: Ἐν Πειραιεῖ τῇ 27 Μαΐου 1921. bbox=[112, 1100, 291, 1114]
merchants-title: ΕΥΚΑΙΡΙΑ ΔΙ ΕΜΠΟΡΟΥΣ bbox=[120, 1630, 326, 1651]
smyrna-deck: ΕΝΑ ΔΗΜΟΚΡΑΤΙΚΟΝ (!) ΔΙΑΓΓΕΛΜΑ ΤΟΥ Σ. ΓΟΥΝΑΡΗ bbox=[911, 783, 1251, 799]
article-text: Ἡ κατάστασις ραγδαίως κατέστη κρίσιμος εἰς τὸ ζήτημα τοῦτο. Ἡ Ἀγγλία ἀφῆκεν εἰς τὴν Γαλλίαν ἐλευθέραν τὴν δρᾶσιν καὶ ἡ Ἰταλία συντάσσεται. Αἱ ἀποφάσεις τῆς διασκέψεως θὰ ληφθοῦν ἐντὸς τῶν ἡμερῶν. bbox=[592, 526, 822, 622]
company-title: ΑΝΩΝΥΜΟΣ ΕΛΛΗΝΙΚΗ ΕΤΑΙΡΕΙΑ ΘΑΛΑΣΣΙΩΝ ΕΠΙΧΕΙΡΗΣΕΩΝ (ΠΛΑΝΟΥ) bbox=[115, 1001, 331, 1023]
shipwreck-title: ΤΟ ΝΑΥΑΓΙΟΝ ΤΗΣ "ΜΠΟΥΜΠΟΥΛΙΝΑΣ". bbox=[365, 838, 577, 851]
article-text: Χθὲς τὴν πρωΐαν εἰς τὸν Πειραιᾶ ἐγένοντο αἱ ἀναχωρήσεις διὰ Σμύρνην μὲ πλεῖστον πλῆθος. Ὁ Ἑλληνικὸς λαὸς ἀναμένει τὰ ἀποτελέσματα τῆς ἐκστρατείας καὶ τὰς ἀποφάσεις τῆς Κυβερνήσεως ἐπὶ τοῦ πολιτεύματος. bbox=[846, 1923, 1084, 2005]
dateline: ΛΟΝΔΙΝΟΝ, 29 (Ραδ.) bbox=[1328, 761, 1478, 777]
article-text: Ἡ κατάστασις ραγδαίως κατέστη κρίσιμος εἰς τὸ ζήτημα τοῦτο. Ἡ Ἀγγλία ἀφῆκεν εἰς τὴν Γαλλίαν ἐλευθέραν τὴν δρᾶσιν καὶ ἡ Ἰταλία συντάσσεται. Αἱ ἀποφάσεις τῆς διασκέψεως θὰ ληφθοῦν ἐντὸς τῶν ἡμερῶν. bbox=[592, 210, 822, 305]
article-text: Ἡ κατάστασις ραγδαίως κατέστη κρίσιμος εἰς τὸ ζήτημα τοῦτο. Ἡ Ἀγγλία ἀφῆκεν εἰς τὴν Γαλλίαν ἐλευθέραν τὴν δρᾶσιν καὶ ἡ Ἰταλία συντάσσεται. Αἱ ἀποφάσεις τῆς διασκέψεως θὰ ληφθοῦν ἐντὸς τῶν ἡμερῶν. bbox=[352, 1575, 590, 1657]
sunk-title: ΕΥΘΥΘΙΣΗ ΤΕΛΕΙΩΣ bbox=[402, 716, 539, 731]
article-text: Κατὰ τὰς τελευταίας εἰδήσεις ὁ στρατὸς τοῦ Κεμὰλ ἐνισχύεται διαρκῶς διὰ νέων δυνάμεων ἐκ τοῦ Καυκάσου, αἱ δὲ συνεννοήσεις μετὰ τῆς Μόσχας ἐξακολουθοῦν. bbox=[1098, 430, 1314, 513]
divider bbox=[105, 248, 341, 249]
threatened-title: ΑΠΕΙΛΕΙΤΑΙ bbox=[1153, 1676, 1259, 1701]
pharmacy-name: ΣΑΚΑΛΗ - ΜΠΑΚΑΚΟΥ bbox=[118, 1310, 328, 1333]
workers-ad bbox=[105, 1374, 341, 1622]
article-text: Ἀντιπροσωπεία ἐκ τῶν ἐργατῶν ἐπεσκέφθη τὸν Ὑπουργὸν διὰ τὸ ζήτημα τῶν ἀπεργιῶν. Αἱ ἀπεργίαι ἐξακολουθοῦν καὶ αἱ διαπραγματεύσεις δὲν κατέληξαν εἰς ἀποτέλεσμα. bbox=[352, 1386, 590, 1454]
divider bbox=[1328, 561, 1590, 562]
article-text: Κατὰ τὰς τελευταίας εἰδήσεις ὁ στρατὸς τοῦ Κεμὰλ ἐνισχύεται διαρκῶς διὰ νέων δυνάμεων ἐκ τοῦ Καυκάσου, αἱ δὲ συνεννοήσεις μετὰ τῆς Μόσχας ἐξακολουθοῦν. bbox=[1328, 788, 1590, 857]
kilikia-end: Κιλικία. bbox=[767, 627, 822, 642]
pharmacy-address: Πλατεῖα Ὁμονοίας. bbox=[164, 1338, 282, 1352]
masthead-rule bbox=[100, 66, 1590, 83]
article-text: Κατὰ τὰς τελευταίας εἰδήσεις ὁ στρατὸς τοῦ Κεμὰλ ἐνισχύεται διαρκῶς διὰ νέων δυνάμεων ἐκ τοῦ Καυκάσου, αἱ δὲ συνεννοήσεις μετὰ τῆς Μόσχας ἐξακολουθοῦν. bbox=[105, 329, 341, 398]
workers-title: ΕΡΓΑΤΑΙ bbox=[180, 1376, 266, 1397]
article-text: Ὁ κίνδυνος νέων περιπλοκῶν ἐν τῇ Ἀνατολῇ ἀναγγέλλεται. Ἡ εἴδησις περὶ τῆς Τουρκίας ἥτις ἐπιδιώκει νὰ ἐπιτύχῃ τελικὰς λύσεις κατόπιν τῆς ἐνισχύσεως ὑπὸ τοῦ Ρωσσικοῦ στρατοῦ, προκαλεῖ τὴν μεγίστην ἀνησυχίαν. Ἡ συνθήκη τῶν Σεβρῶν ἀναθεωρεῖται καὶ αἱ Δυνάμεις συζητοῦν τὴν νέαν κατάστασιν. bbox=[352, 854, 590, 963]
doctor-address: Ἀγ. Κωνσταντίνου 11—12 4—6 bbox=[629, 1518, 807, 1532]
smyrna-col2 bbox=[1096, 800, 1316, 1196]
article-text: Ὁ κίνδυνος νέων περιπλοκῶν ἐν τῇ Ἀνατολῇ ἀναγγέλλεται. Ἡ εἴδησις περὶ τῆς Τουρκίας ἥτις ἐπιδιώκει νὰ ἐπιτύχῃ τελικὰς λύσεις κατόπιν τῆς ἐνισχύσεως ὑπὸ τοῦ Ρωσσικοῦ στρατοῦ, προκαλεῖ τὴν μεγίστην ἀνησυχίαν. Ἡ συνθήκη τῶν Σεβρῶν ἀναθεωρεῖται καὶ αἱ Δυνάμεις συζητοῦν τὴν νέαν κατάστασιν. bbox=[352, 210, 582, 346]
article-text: Κατὰ τὰς τελευταίας εἰδήσεις ὁ στρατὸς τοῦ Κεμὰλ ἐνισχύεται διαρκῶς διὰ νέων δυνάμεων ἐκ τοῦ Καυκάσου, αἱ δὲ συνεννοήσεις μετὰ τῆς Μόσχας ἐξακολουθοῦν. bbox=[1328, 486, 1590, 555]
syndikato-title: ΤΟ ΣΥΝΔΙΚΑΤΟΝ ΤΥΠΟΥ ΚΑΙ Ο «ΡΙΖΟΣΠΑΣΤΗΣ» bbox=[109, 84, 337, 116]
bank-date: Ἐν Ἀθήναις τῇ 25 Μαΐου 1921 bbox=[631, 1115, 805, 1129]
mobilization-title: Η ΕΠΙΣΤΡΑΤΕΥΣΙΣ bbox=[404, 1273, 538, 1293]
article-text: Ὁ κίνδυνος νέων περιπλοκῶν ἐν τῇ Ἀνατολῇ ἀναγγέλλεται. Ἡ εἴδησις περὶ τῆς Τουρκίας ἥτις ἐπιδιώκει νὰ ἐπιτύχῃ τελικὰς λύσεις κατόπιν τῆς ἐνισχύσεως ὑπὸ τοῦ Ρωσσικοῦ στρατοῦ, προκαλεῖ τὴν μεγίστην ἀνησυχίαν. Ἡ συνθήκη τῶν Σεβρῶν ἀναθεωρεῖται καὶ αἱ Δυνάμεις συζητοῦν τὴν νέαν κατάστασιν. bbox=[600, 923, 836, 1032]
article-text: Κατὰ τὰς τελευταίας εἰδήσεις ὁ στρατὸς τοῦ Κεμὰλ ἐνισχύεται διαρκῶς διὰ νέων δυνάμεων ἐκ τοῦ Καυκάσου, αἱ δὲ συνεννοήσεις μετὰ τῆς Μόσχας ἐξακολουθοῦν. bbox=[352, 969, 590, 1037]
divider bbox=[1096, 1366, 1316, 1367]
article-text: Ἀντιπροσωπεία ἐκ τῶν ἐργατῶν ἐπεσκέφθη τὸν Ὑπουργὸν διὰ τὸ ζήτημα τῶν ἀπεργιῶν. Αἱ ἀπεργίαι ἐξακολουθοῦν καὶ αἱ διαπραγματεύσεις δὲν κατέληξαν εἰς ἀποτέλεσμα. bbox=[1096, 1741, 1316, 1824]
smyrna-kicker: ΑΙ ΧΘΕΣΙΝΑΙ ΑΝΑΧΩΡΗΣΕΙΣ ΕΙΣ ΣΜΥΡΝΗΝ bbox=[913, 716, 1249, 735]
england-title-3: ΑΙ ΔΗΛΩΣΕΙΣ ΤΟΥ ΥΠΟΥΡΓ. ΕΞΩΤΕΡΙΚΩΝ bbox=[1358, 170, 1560, 181]
article-text: Ἡ κατάστασις ραγδαίως κατέστη κρίσιμος εἰς τὸ ζήτημα τοῦτο. Ἡ Ἀγγλία ἀφῆκεν εἰς τὴν Γαλλίαν ἐλευθέραν τὴν δρᾶσιν καὶ ἡ Ἰταλία συντάσσεται. Αἱ ἀποφάσεις τῆς διασκέψεως θὰ ληφθοῦν ἐντὸς τῶν ἡμερῶν. bbox=[1328, 1058, 1590, 1141]
article-text: Ἀπὸ τῆς σήμερον ἡ ὑπηρεσία θὰ δέχεται τὰς αἰτήσεις τῶν δικαιούχων εἰς τὰ γραφεῖα αὐτῆς. Πληροφορίαι παρέχονται καθ' ἑκάστην ἐκ τῶν γραφείων. bbox=[112, 1542, 334, 1611]
dateline: ΛΟΝΔΙΝΟΝ, 29 (Α.Π.) bbox=[1328, 189, 1477, 205]
porte-protest: Η ΠΥΛΗ ΔΙΕΜΑΡΤΥΡΗΘΗ bbox=[1130, 221, 1282, 234]
price-unit: ΔΡΑΧΜΑΣ bbox=[231, 1512, 320, 1532]
smyrna-headline: ΕΧΟΜΕΝ ΜΟΝΑΡΧΙΚΟΝ Η ΣΥΓΜΑΤΙΚΟΝ ΠΟΛΙΤΕΥΜΑ; bbox=[894, 738, 1268, 781]
murder-title-2: ΣΟΣΙΑΛΙΣΤΟΥΒΟΥΛΕΥΤΟΥ bbox=[893, 1377, 1037, 1393]
article-text: Κατὰ τὰς τελευταίας εἰδήσεις ὁ στρατὸς τοῦ Κεμὰλ ἐνισχύεται διαρκῶς διὰ νέων δυνάμεων ἐκ τοῦ Καυκάσου, αἱ δὲ συνεννοήσεις μετὰ τῆς Μόσχας ἐξακολουθοῦν. bbox=[352, 1174, 590, 1242]
ethniki-zoi: ΕΘΝΙΚΗ ΖΩΗ bbox=[168, 592, 278, 608]
divider bbox=[1096, 1671, 1316, 1672]
main-subhead: ΡΩΣΣΙΚΟΣ ΣΤΡΑΤΟΣ ΕΙΣ ΕΝΙΣΧΥΣΙΝ ΤΟΥ ΚΕΜΑΛ bbox=[354, 133, 1314, 169]
main-deck: ΣΠΟΥΔΑΙΟΝ ΑΡΘΡΟΝ ΤΗΣ "ΟΥΜΑΝΙΤΕ". - ΔΗΛΩΣΕΙΣ ΤΟΥ ΜΠΡΙΑΝ bbox=[616, 173, 1052, 192]
article-text: Χθὲς τὴν πρωΐαν εἰς τὸν Πειραιᾶ ἐγένοντο αἱ ἀναχωρήσεις διὰ Σμύρνην μὲ πλεῖστον πλῆθος. Ὁ Ἑλληνικὸς λαὸς ἀναμένει τὰ ἀποτελέσματα τῆς ἐκστρατείας καὶ τὰς ἀποφάσεις τῆς Κυβερνήσεως ἐπὶ τοῦ πολιτεύματος. bbox=[1096, 1054, 1316, 1150]
